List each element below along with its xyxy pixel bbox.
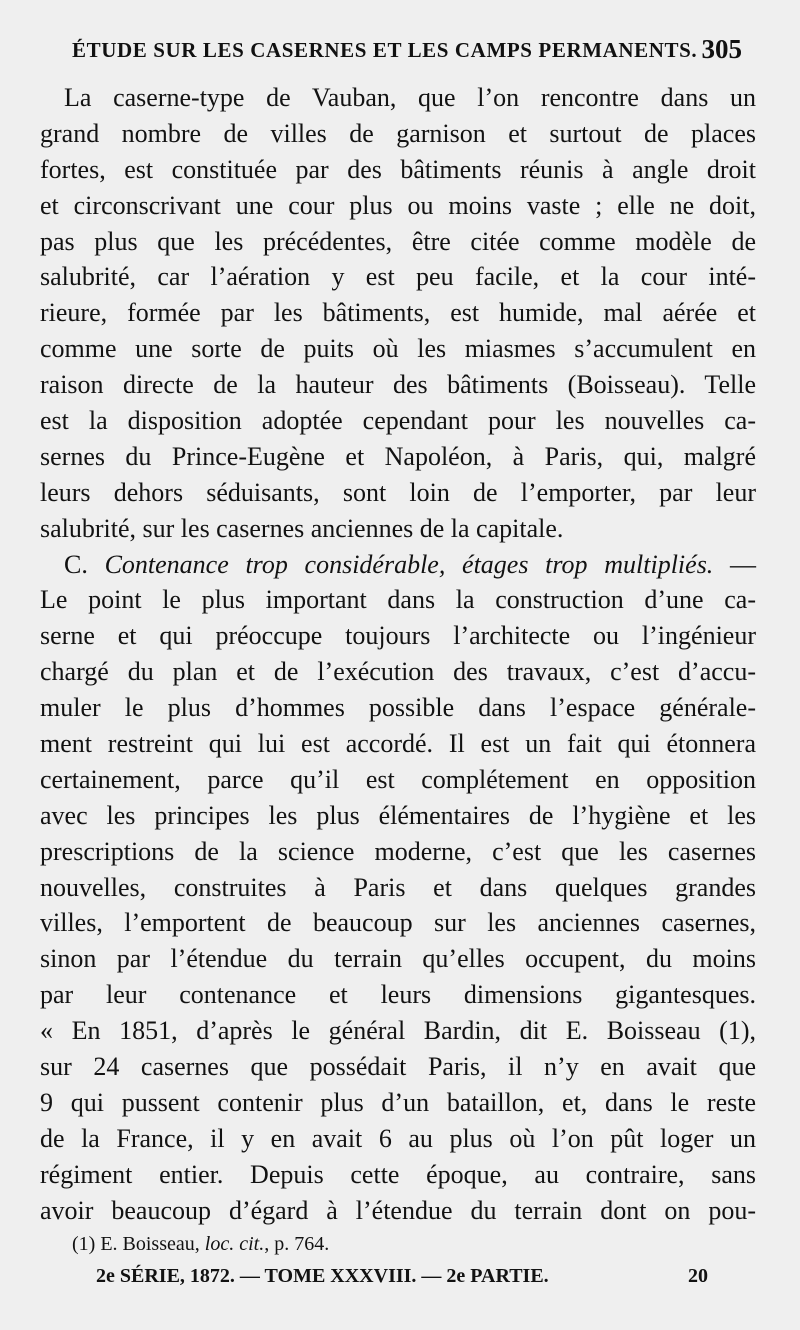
text-line: certainement, parce qu’il est complétement en opposition <box>40 764 756 794</box>
text-line: chargé du plan et de l’exécution des travaux, c’est d’accu- <box>40 657 756 687</box>
text-line: raison directe de la hauteur des bâtiments (Boisseau). Telle <box>40 370 756 400</box>
text-line: par leur contenance et leurs dimensions gigantesques. <box>40 980 756 1010</box>
body-text <box>40 80 760 1229</box>
footnote-reference: loc. cit. <box>204 1233 265 1255</box>
text-line: serne et qui préoccupe toujours l’architecte ou l’ingénieur <box>40 621 756 651</box>
text-line: sur 24 casernes que possédait Paris, il n’y en avait que <box>40 1052 756 1082</box>
section-prefix: C. <box>64 549 105 579</box>
text-line: « En 1851, d’après le général Bardin, dit E. Boisseau (1), <box>40 1016 756 1046</box>
footnote <box>72 1233 329 1256</box>
text-line: 9 qui pussent contenir plus d’un bataillon, et, dans le reste <box>40 1087 756 1117</box>
text-line: est la disposition adoptée cependant pour les nouvelles ca- <box>40 406 756 436</box>
text-line: villes, l’emportent de beaucoup sur les anciennes casernes, <box>40 908 756 938</box>
footnote-page: , p. 764. <box>264 1233 330 1255</box>
text-line: avoir beaucoup d’égard à l’étendue du terrain dont on pou- <box>40 1195 756 1225</box>
text-line: avec les principes les plus élémentaires de l’hygiène et les <box>40 800 756 830</box>
text-line: fortes, est constituée par des bâtiments réunis à angle droit <box>40 154 756 184</box>
section-dash: — <box>713 549 757 579</box>
footnote-marker: (1) E. Boisseau, <box>72 1233 205 1255</box>
text-line: La caserne-type de Vauban, que l’on rencontre dans un <box>64 83 756 112</box>
printer-signature-line <box>0 1265 800 1295</box>
page-header <box>0 34 800 70</box>
section-heading-line <box>40 547 756 583</box>
text-line: Le point le plus important dans la construction d’une ca- <box>40 585 756 615</box>
text-line: salubrité, sur les casernes anciennes de la capitale. <box>40 513 564 543</box>
text-line: nouvelles, construites à Paris et dans quelques grandes <box>40 872 756 902</box>
section-title: Contenance trop considérable, étages trop multipliés. <box>104 549 714 579</box>
text-line: salubrité, car l’aération y est peu facile, et la cour inté- <box>40 262 756 292</box>
text-line: leurs dehors séduisants, sont loin de l’emporter, par leur <box>40 477 756 507</box>
running-head: ÉTUDE SUR LES CASERNES ET LES CAMPS PERMANENTS. <box>72 38 698 62</box>
page-number: 305 <box>701 34 742 64</box>
text-line: sernes du Prince-Eugène et Napoléon, à Paris, qui, malgré <box>40 441 756 471</box>
series-signature: 2e SÉRIE, 1872. — TOME XXXVIII. — 2e PARTIE. <box>96 1265 549 1287</box>
text-line: de la France, il y en avait 6 au plus où l’on pût loger un <box>40 1123 756 1153</box>
text-line: muler le plus d’hommes possible dans l’espace générale- <box>40 693 756 723</box>
text-line: sinon par l’étendue du terrain qu’elles occupent, du moins <box>40 944 756 974</box>
text-line: ment restreint qui lui est accordé. Il est un fait qui étonnera <box>40 729 756 759</box>
text-line: prescriptions de la science moderne, c’est que les casernes <box>40 836 756 866</box>
text-line: pas plus que les précédentes, être citée comme modèle de <box>40 226 756 256</box>
text-line: régiment entier. Depuis cette époque, au contraire, sans <box>40 1159 756 1189</box>
text-line: rieure, formée par les bâtiments, est humide, mal aérée et <box>40 298 756 328</box>
text-line: et circonscrivant une cour plus ou moins vaste ; elle ne doit, <box>40 190 756 220</box>
text-line: grand nombre de villes de garnison et surtout de places <box>40 118 756 148</box>
signature-number: 20 <box>688 1265 708 1287</box>
text-line: comme une sorte de puits où les miasmes s’accumulent en <box>40 334 756 364</box>
